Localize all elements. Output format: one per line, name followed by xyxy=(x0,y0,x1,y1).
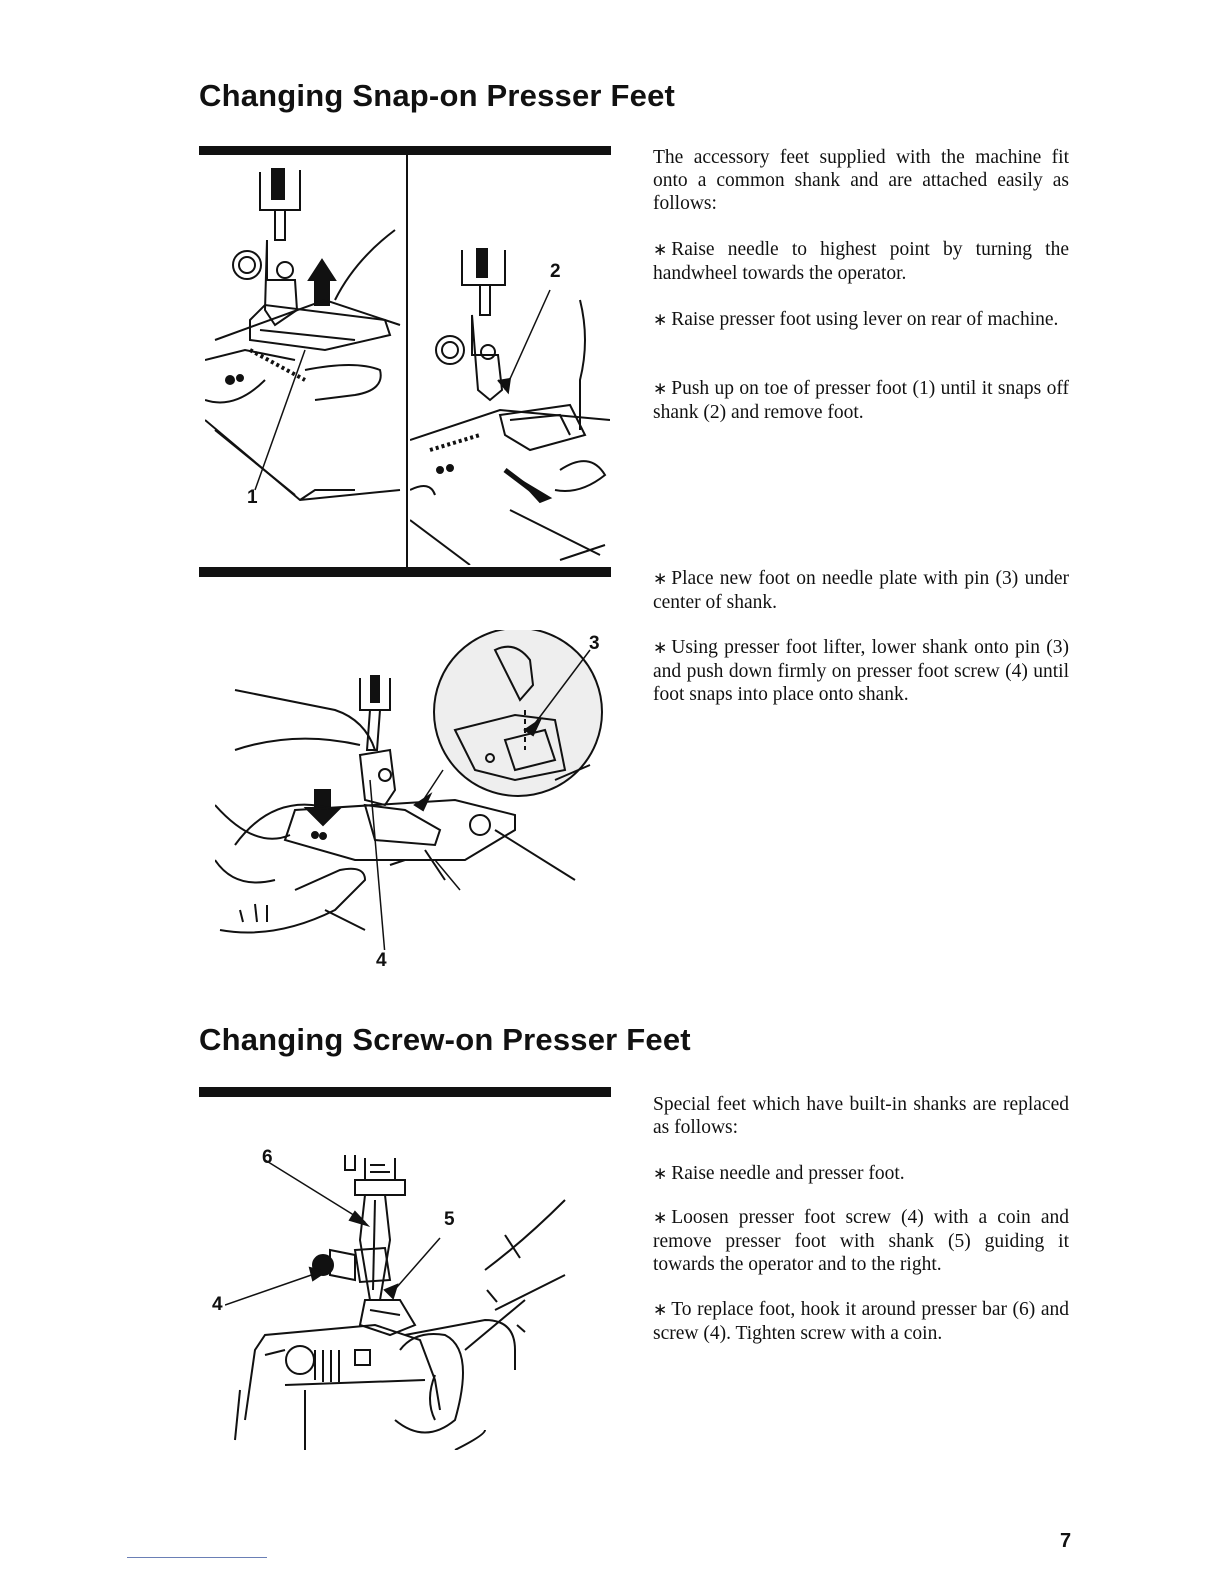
illustration-remove-foot xyxy=(205,160,405,560)
callout-6: 6 xyxy=(262,1147,273,1168)
callout-3: 3 xyxy=(589,633,600,654)
figure-rule-screw-on xyxy=(199,1087,611,1097)
footer-line xyxy=(127,1557,267,1558)
step-raise-needle: ∗ Raise needle to highest point by turning the handwheel towards the operator. xyxy=(653,239,1069,284)
step-raise-needle-foot: ∗ Raise needle and presser foot. xyxy=(653,1163,905,1184)
callout-5: 5 xyxy=(444,1209,455,1230)
figure-divider xyxy=(406,155,408,567)
section-title-snap-on: Changing Snap-on Presser Feet xyxy=(199,78,676,113)
step-loosen-screw: ∗ Loosen presser foot screw (4) with a coin and remove presser foot with shank (5) guiding it towards the operator and to the right. xyxy=(653,1207,1069,1275)
section-title-screw-on: Changing Screw-on Presser Feet xyxy=(199,1022,691,1057)
step-place-new-foot: ∗ Place new foot on needle plate with pin (3) under center of shank. xyxy=(653,568,1069,613)
step-replace-foot: ∗ To replace foot, hook it around presser bar (6) and screw (4). Tighten screw with a coin. xyxy=(653,1299,1069,1344)
callout-1: 1 xyxy=(247,487,258,508)
illustration-screw-on-foot xyxy=(225,1150,575,1450)
callout-4-screw: 4 xyxy=(212,1294,223,1315)
screw-on-intro: Special feet which have built-in shanks are replaced as follows: xyxy=(653,1094,1069,1138)
callout-2: 2 xyxy=(550,261,561,282)
callout-4: 4 xyxy=(376,950,387,971)
figure-top-rule xyxy=(199,146,611,155)
page-number: 7 xyxy=(1060,1530,1072,1552)
intro-paragraph: The accessory feet supplied with the machine fit onto a common shank and are attached easily as follows: xyxy=(653,147,1069,214)
figure-bottom-rule xyxy=(199,567,611,577)
illustration-attach-foot xyxy=(215,630,615,950)
step-raise-presser-foot: ∗ Raise presser foot using lever on rear of machine. xyxy=(653,309,1059,330)
step-lower-shank: ∗ Using presser foot lifter, lower shank onto pin (3) and push down firmly on presser foot screw (4) until foot snaps into place onto shank. xyxy=(653,637,1069,705)
step-push-up-toe: ∗ Push up on toe of presser foot (1) until it snaps off shank (2) and remove foot. xyxy=(653,378,1069,423)
illustration-shank-without-foot xyxy=(410,240,610,565)
